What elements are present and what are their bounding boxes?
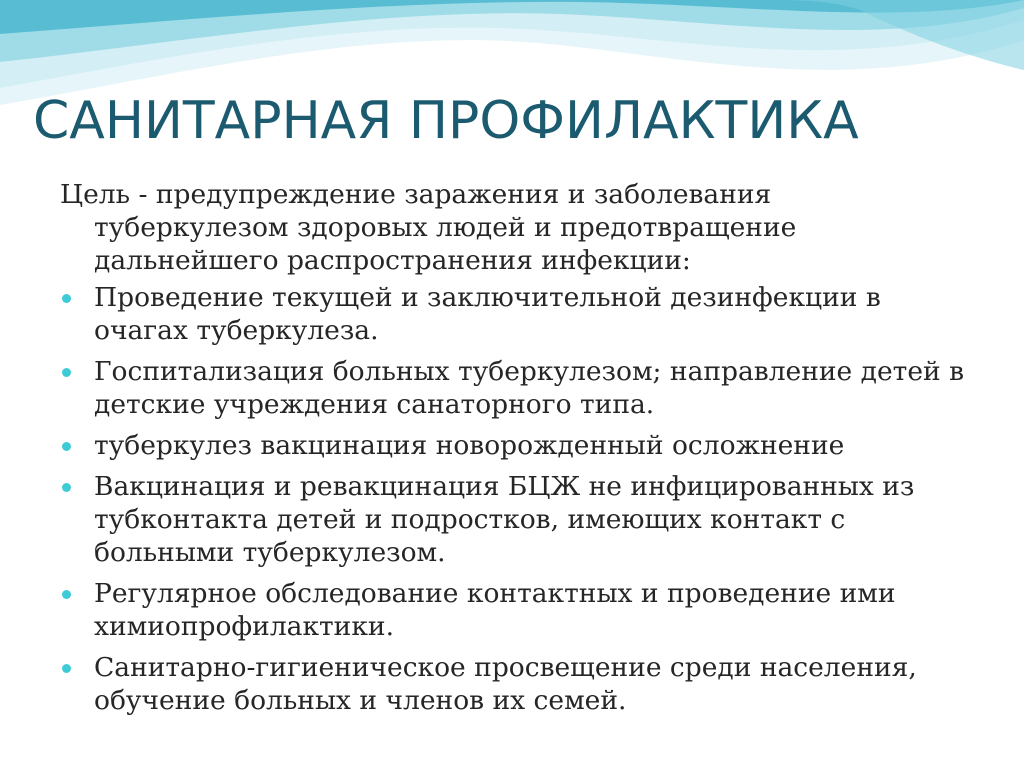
bullet-icon (62, 664, 71, 673)
bullet-icon (62, 442, 71, 451)
bullet-icon (62, 294, 71, 303)
list-item (60, 651, 970, 717)
list-item-text: туберкулез вакцинация новорожденный осложнение (94, 430, 845, 461)
list-item-text: Санитарно-гигиеническое просвещение среди населения, обучение больных и членов их семей. (94, 652, 917, 716)
intro-paragraph: Цель - предупреждение заражения и заболевания туберкулезом здоровых людей и предотвращение дальнейшего распространения инфекции: (60, 179, 797, 276)
list-item (60, 281, 970, 347)
list-item-text: Регулярное обследование контактных и проведение ими химиопрофилактики. (94, 578, 896, 642)
list-item (60, 429, 970, 462)
list-item (60, 355, 970, 421)
bullet-icon (62, 590, 71, 599)
list-item-text: Госпитализация больных туберкулезом; направление детей в детские учреждения санаторного типа. (94, 356, 965, 420)
slide-title: САНИТАРНАЯ ПРОФИЛАКТИКА (33, 91, 859, 151)
bullet-icon (62, 368, 71, 377)
measures-list (60, 281, 970, 717)
list-item-text: Проведение текущей и заключительной дезинфекции в очагах туберкулеза. (94, 282, 881, 346)
list-item-text: Вакцинация и ревакцинация БЦЖ не инфицированных из тубконтакта детей и подростков, имеющих контакт с больными туберкулезом. (94, 471, 915, 568)
list-item (60, 577, 970, 643)
list-item (60, 470, 970, 569)
slide-body (60, 178, 970, 725)
bullet-icon (62, 483, 71, 492)
